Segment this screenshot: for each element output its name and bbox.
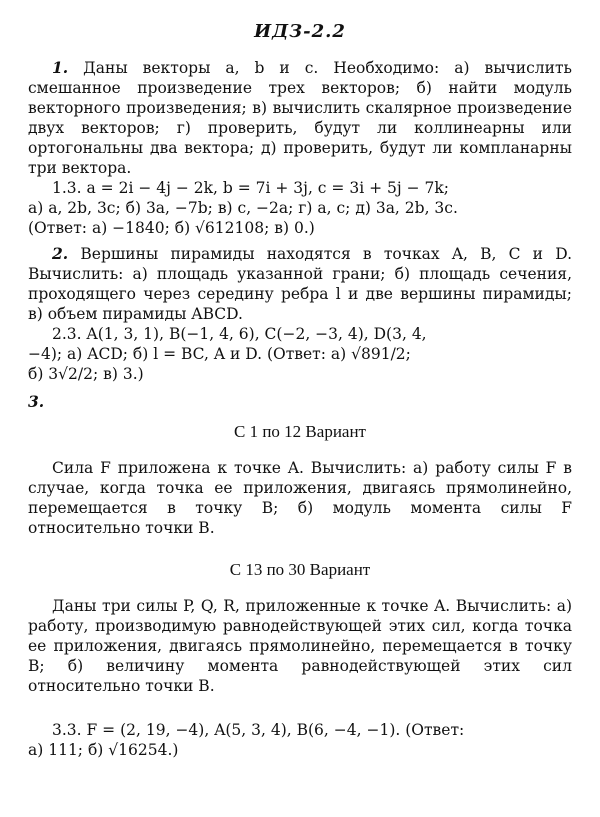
- task-2-number: 2.: [52, 244, 69, 263]
- task-3-variant-a-text: Сила F приложена к точке A. Вычислить: а) работу силы F в случае, когда точка ее приложения, двигаясь прямолинейно, перемещается в точку B; б) модуль момента силы F относительно точки B.: [28, 459, 572, 537]
- task-1-body: Даны векторы a, b и c. Необходимо: а) вычислить смешанное произведение трех векторов; б) найти модуль векторного произведения; в) вычислить скалярное произведение двух векторов; г) проверить, будут ли коллинеарны или ортогональны два вектора; д) проверить, будут ли компланарны три вектора.: [28, 59, 572, 177]
- task-1-number: 1.: [52, 58, 69, 77]
- variant-range-heading-1: С 1 по 12 Вариант: [234, 422, 366, 441]
- task-2-variant-line-1: 2.3. A(1, 3, 1), B(−1, 4, 6), C(−2, −3, 4), D(3, 4,: [52, 325, 427, 343]
- task-2-variant-line-2: −4); а) ACD; б) l = BC, A и D. (Ответ: а) √891/2;: [28, 345, 411, 363]
- task-3-variant-line-1: 3.3. F = (2, 19, −4), A(5, 3, 4), B(6, −4, −1). (Ответ:: [52, 721, 465, 739]
- task-3-variant-line-2: а) 111; б) √16254.): [28, 741, 179, 759]
- document-title: ИДЗ-2.2: [254, 21, 346, 42]
- variant-range-heading-2: С 13 по 30 Вариант: [229, 560, 371, 579]
- task-3-variant-b-text: Даны три силы P, Q, R, приложенные к точке A. Вычислить: а) работу, производимую равнодействующей этих сил, когда точка ее приложения, двигаясь прямолинейно, перемещается в точку B; б) величину момента равнодействующей этих сил относительно точки B.: [28, 597, 572, 695]
- task-3-number: 3.: [28, 392, 45, 411]
- task-1-answer: (Ответ: а) −1840; б) √612108; в) 0.): [28, 219, 315, 237]
- task-2-answer: б) 3√2/2; в) 3.): [28, 365, 144, 383]
- task-2-text: [28, 244, 572, 324]
- task-2-body: Вершины пирамиды находятся в точках A, B, C и D. Вычислить: а) площадь указанной грани; б) площадь сечения, проходящего через середину ребра l и две вершины пирамиды; в) объем пирамиды ABCD.: [28, 245, 572, 323]
- task-1-text: [28, 58, 572, 178]
- task-1-variant-line-2: а) a, 2b, 3c; б) 3a, −7b; в) c, −2a; г) a, c; д) 3a, 2b, 3c.: [28, 199, 458, 217]
- task-1-variant-line-1: 1.3. a = 2i − 4j − 2k, b = 7i + 3j, c = 3i + 5j − 7k;: [52, 179, 449, 197]
